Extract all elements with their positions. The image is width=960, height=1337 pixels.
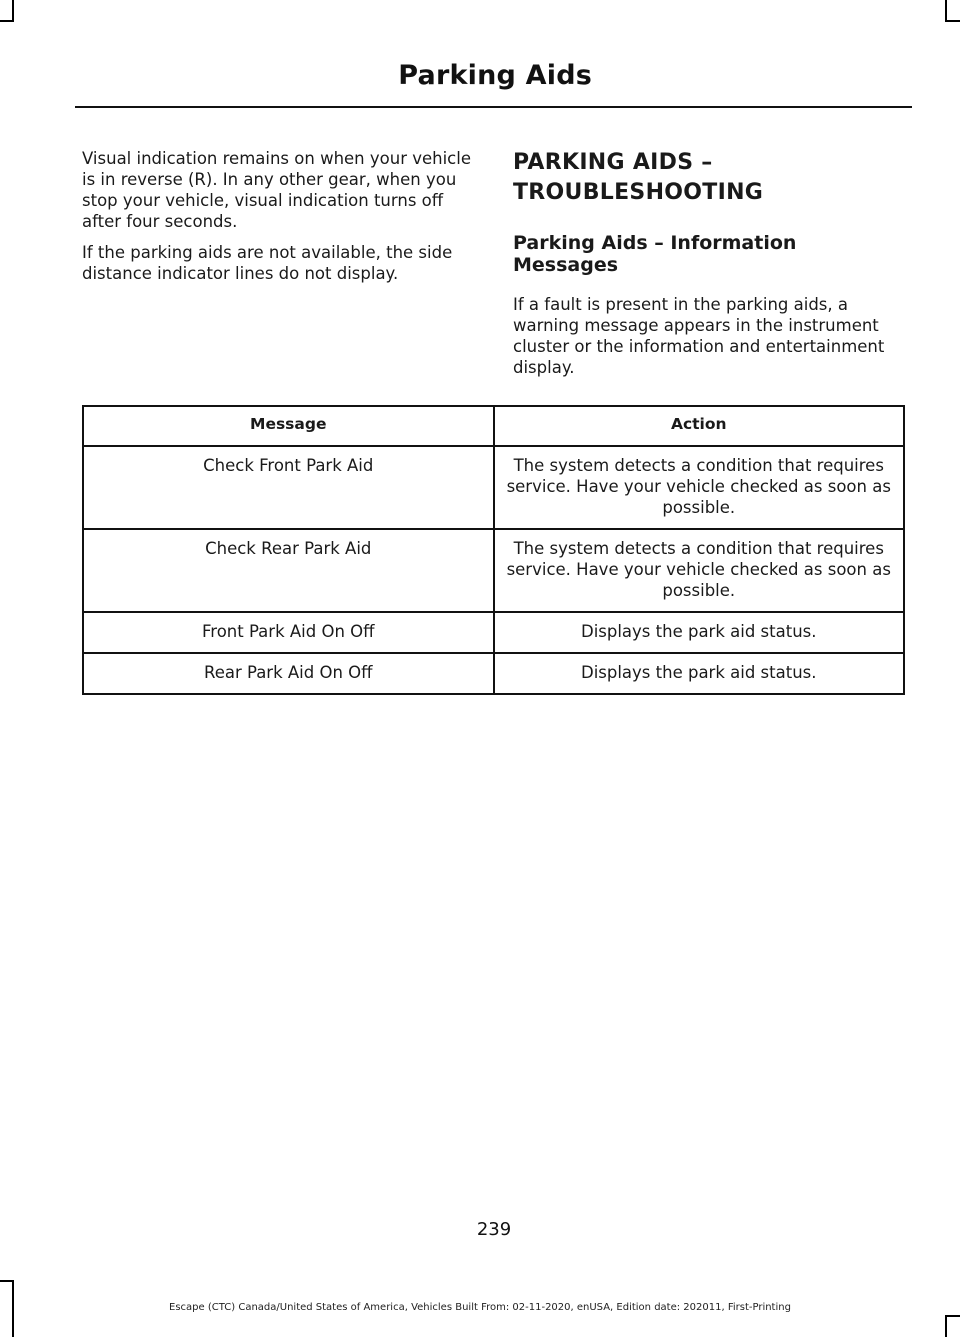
messages-table xyxy=(82,405,905,695)
page-number: 239 xyxy=(476,1219,512,1240)
table-row xyxy=(83,612,904,653)
section-heading: TROUBLESHOOTING xyxy=(513,180,764,205)
subsection-heading: Parking Aids – Information Messages xyxy=(513,232,797,276)
message-cell: Check Front Park Aid xyxy=(83,446,494,529)
paragraph: Visual indication remains on when your vehicle is in reverse (R). In any other gear, when you stop your vehicle, visual indication turns off after four seconds. xyxy=(82,149,471,231)
page-title: Parking Aids xyxy=(398,60,592,91)
column-header-message: Message xyxy=(83,406,494,446)
table-header-row xyxy=(83,406,904,446)
paragraph: If the parking aids are not available, the side distance indicator lines do not display. xyxy=(82,243,453,283)
action-cell: The system detects a condition that requires service. Have your vehicle checked as soon as possible. xyxy=(494,446,905,529)
paragraph: If a fault is present in the parking aids, a warning message appears in the instrument cluster or the information and entertainment display. xyxy=(513,295,885,377)
crop-mark xyxy=(945,1315,960,1317)
action-cell: The system detects a condition that requires service. Have your vehicle checked as soon as possible. xyxy=(494,529,905,612)
left-column xyxy=(82,148,480,294)
section-heading: PARKING AIDS – xyxy=(513,150,713,175)
header-divider xyxy=(75,106,912,108)
action-cell: Displays the park aid status. xyxy=(494,612,905,653)
crop-mark xyxy=(945,0,947,22)
crop-mark xyxy=(945,1315,947,1337)
message-cell: Check Rear Park Aid xyxy=(83,529,494,612)
message-cell: Front Park Aid On Off xyxy=(83,612,494,653)
crop-mark xyxy=(0,20,14,22)
crop-mark xyxy=(945,20,960,22)
crop-mark xyxy=(0,1280,14,1282)
table-row xyxy=(83,653,904,694)
table-row xyxy=(83,529,904,612)
table-row xyxy=(83,446,904,529)
right-column xyxy=(513,148,908,388)
crop-mark xyxy=(12,0,14,22)
message-cell: Rear Park Aid On Off xyxy=(83,653,494,694)
footer-text: Escape (CTC) Canada/United States of America, Vehicles Built From: 02-11-2020, enUSA, Edition date: 202011, First-Printing xyxy=(169,1302,791,1313)
column-header-action: Action xyxy=(494,406,905,446)
action-cell: Displays the park aid status. xyxy=(494,653,905,694)
